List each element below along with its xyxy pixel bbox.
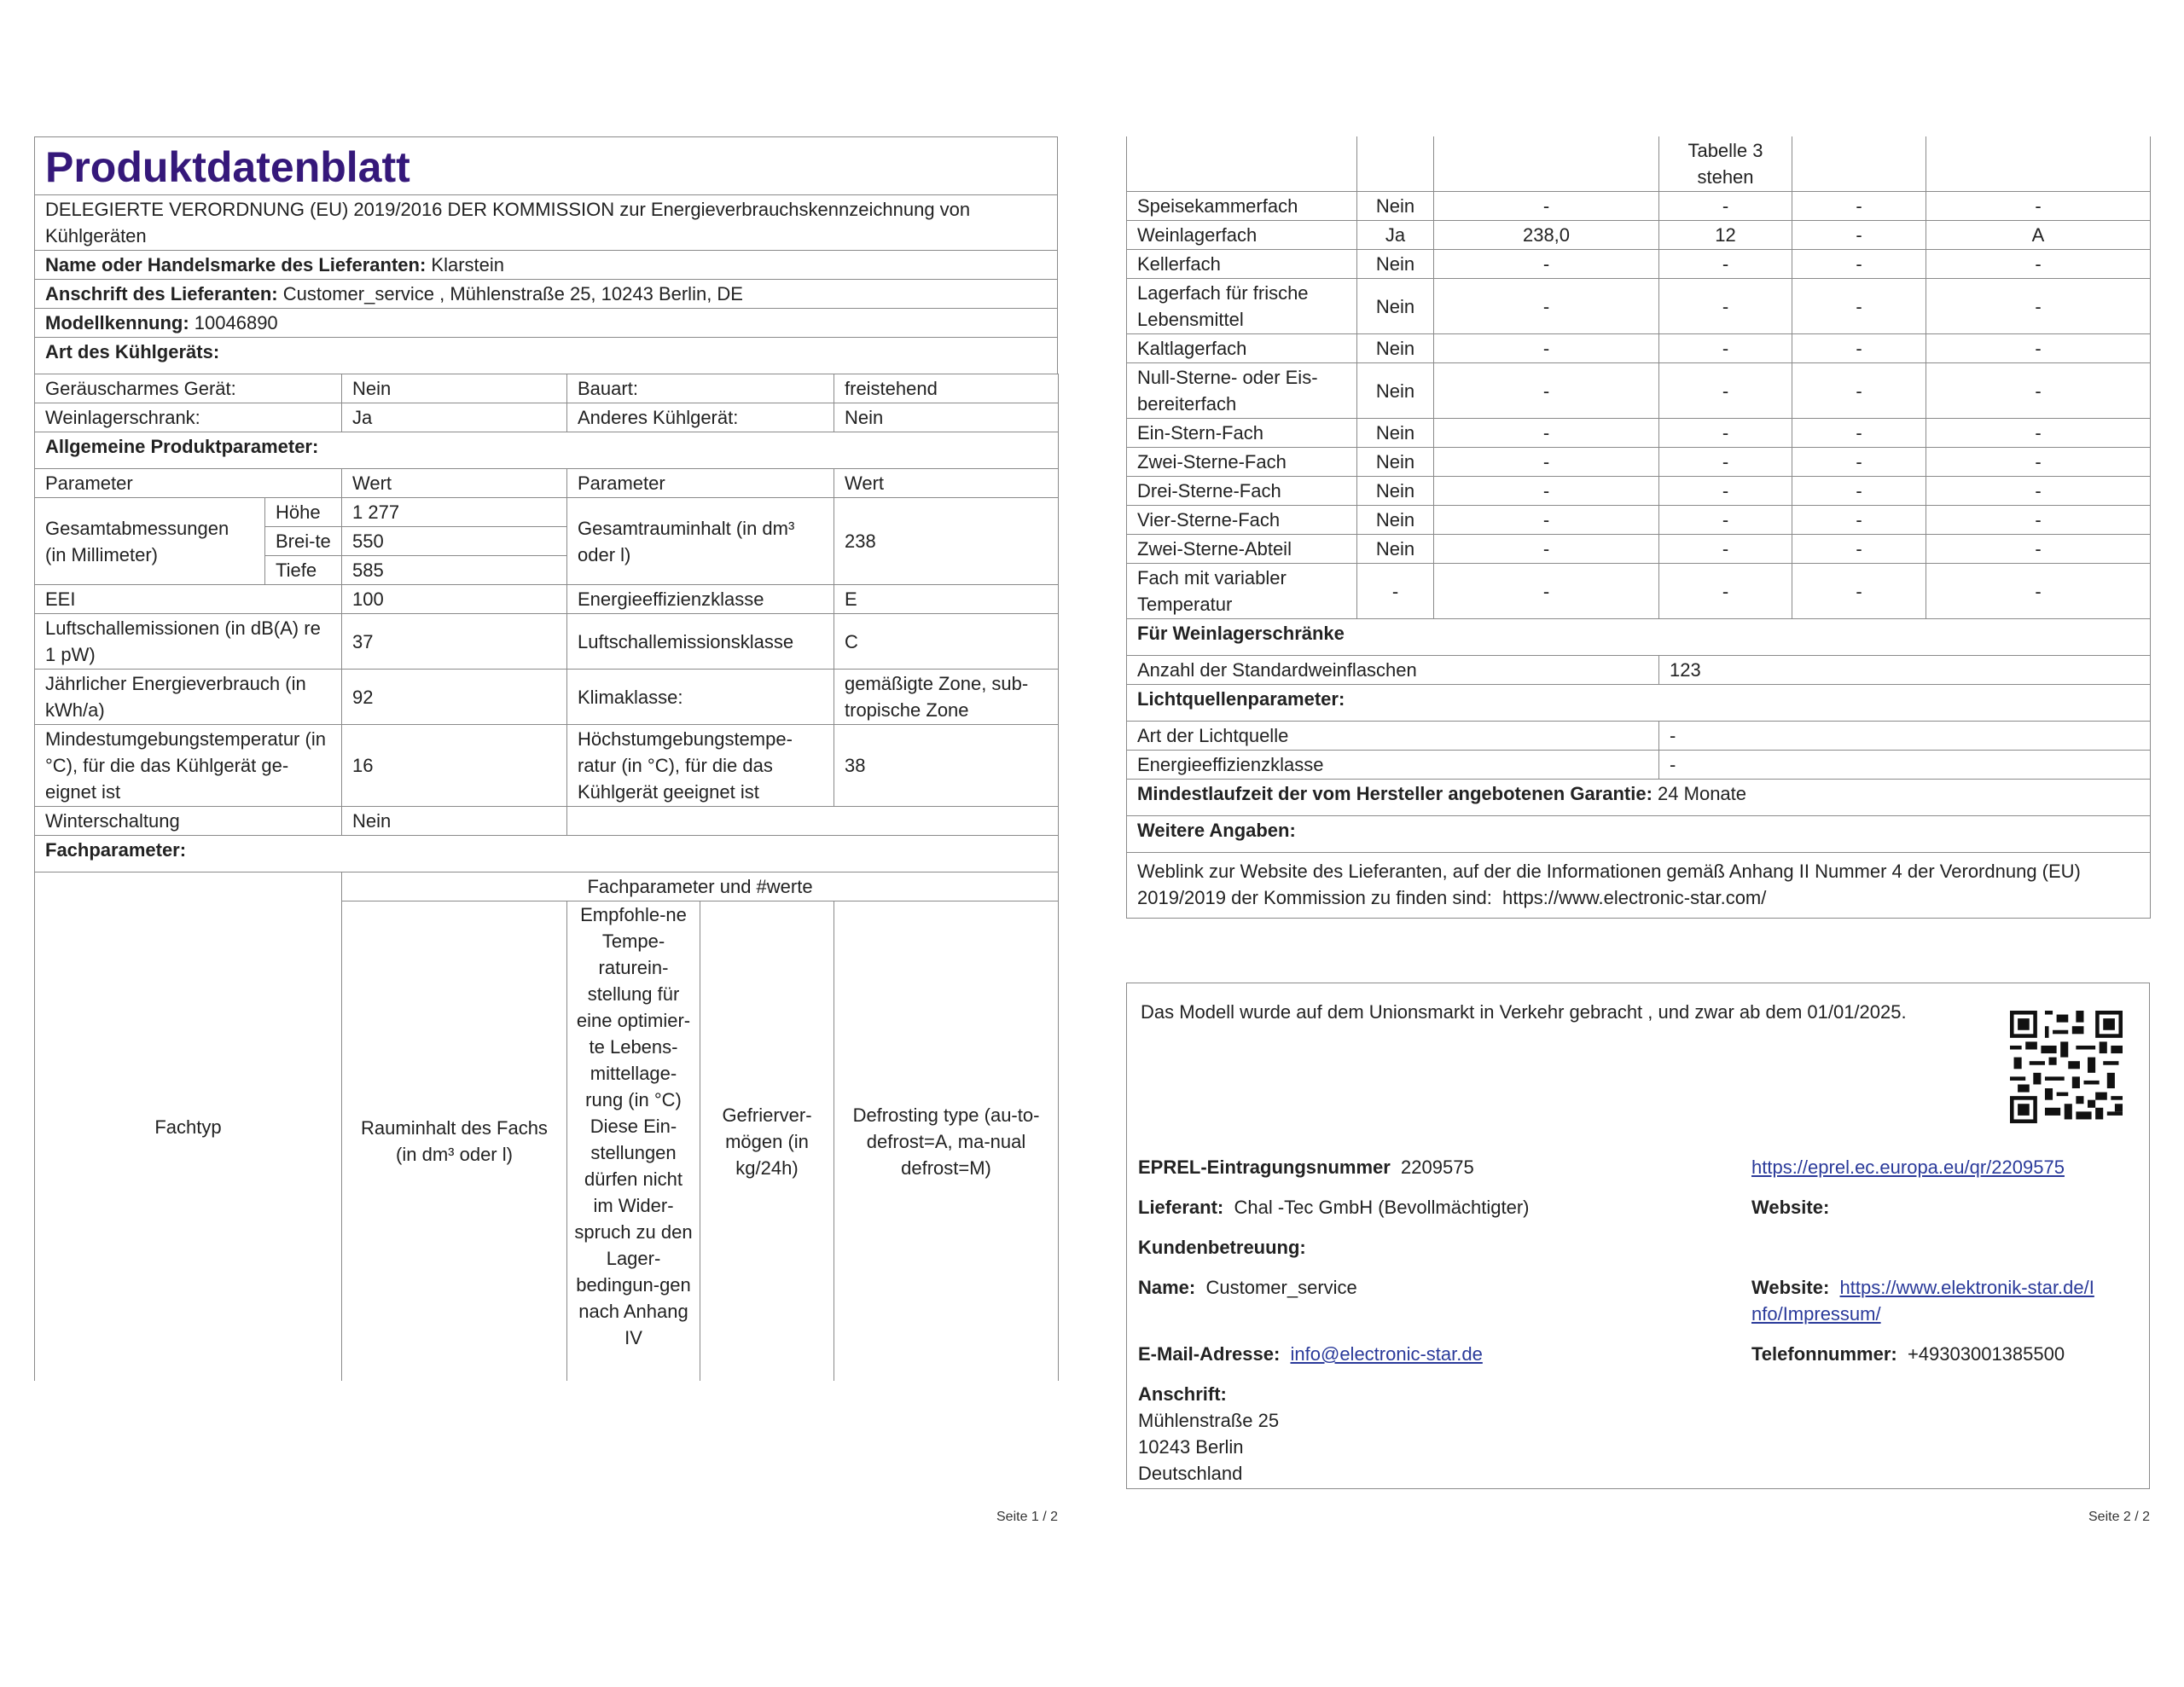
service-heading: Kundenbetreuung: xyxy=(1138,1237,1306,1258)
compartment-name-cell: Speisekammerfach xyxy=(1127,192,1357,221)
col-parameter-1: Parameter xyxy=(35,469,342,498)
service-website-link-1[interactable]: https://www.elektronik-star.de/I xyxy=(1839,1277,2094,1298)
table-row xyxy=(1127,363,2151,419)
winter-label: Winterschaltung xyxy=(35,807,342,836)
compartment-name-cell: Drei-Sterne-Fach xyxy=(1127,477,1357,506)
compartment-defrost-cell: - xyxy=(1926,564,2151,619)
winter-value: Nein xyxy=(342,807,567,836)
compartment-freeze-cell: - xyxy=(1792,334,1926,363)
cont-empty-2 xyxy=(1357,136,1434,192)
table-row xyxy=(1127,192,2151,221)
volume-label: Gesamtrauminhalt (in dm³ oder l) xyxy=(567,498,834,585)
address-label: Anschrift: xyxy=(1138,1383,1227,1405)
light-heading: Lichtquellenparameter: xyxy=(1127,685,2151,722)
col-value-1: Wert xyxy=(342,469,567,498)
phone-label: Telefonnummer: xyxy=(1751,1343,1897,1365)
table-row xyxy=(1127,334,2151,363)
compartment-volume-cell: - xyxy=(1434,192,1659,221)
email-row xyxy=(1138,1341,1483,1367)
compartment-freeze-cell: - xyxy=(1792,279,1926,334)
eei-value: 100 xyxy=(342,585,567,614)
design-label: Bauart: xyxy=(567,374,834,403)
compartment-temp-cell: - xyxy=(1659,448,1792,477)
table-row xyxy=(1127,250,2151,279)
phone-row xyxy=(1751,1341,2065,1367)
compartment-freeze-cell: - xyxy=(1792,192,1926,221)
appliance-type-heading: Art des Kühlgeräts: xyxy=(35,338,1058,374)
compartment-volume-cell: - xyxy=(1434,250,1659,279)
compartment-temp-cell: - xyxy=(1659,363,1792,419)
compartment-temp-header: Empfohle-ne Tempe-raturein-stellung für eine optimier-te Lebens-mittellage-rung (in °C) Diese Ein-stellungen dürfen nicht im Wider-spruch zu den Lager-bedingun-gen nach Anhang IV xyxy=(567,901,700,1382)
volume-value: 238 xyxy=(834,498,1059,585)
col-parameter-2: Parameter xyxy=(567,469,834,498)
compartment-present-cell: Nein xyxy=(1357,192,1434,221)
compartment-temp-cell: - xyxy=(1659,279,1792,334)
light-class-value: - xyxy=(1659,751,2151,780)
compartment-volume-cell: - xyxy=(1434,334,1659,363)
compartment-defrost-cell: - xyxy=(1926,448,2151,477)
compartment-present-cell: Nein xyxy=(1357,334,1434,363)
noise-label: Luftschallemissionen (in dB(A) re 1 pW) xyxy=(35,614,342,670)
compartment-name-cell: Zwei-Sterne-Abteil xyxy=(1127,535,1357,564)
compartment-header-table xyxy=(34,872,1059,1381)
compartment-volume-cell: - xyxy=(1434,477,1659,506)
table-row xyxy=(1127,506,2151,535)
market-supplier: Chal -Tec GmbH (Bevollmächtigter) xyxy=(1234,1197,1530,1218)
email-label: E-Mail-Adresse: xyxy=(1138,1343,1281,1365)
compartment-name-cell: Weinlagerfach xyxy=(1127,221,1357,250)
compartment-temp-cell: - xyxy=(1659,506,1792,535)
compartment-table xyxy=(1126,136,2151,619)
compartment-freeze-cell: - xyxy=(1792,448,1926,477)
compartment-type-header: Fachtyp xyxy=(35,872,342,1382)
page-1-footer: Seite 1 / 2 xyxy=(996,1510,1059,1524)
supplier-row xyxy=(1138,1194,1529,1220)
compartment-present-cell: Nein xyxy=(1357,448,1434,477)
other-appliance-label: Anderes Kühlgerät: xyxy=(567,403,834,432)
cont-empty-1 xyxy=(1127,136,1357,192)
further-heading: Weitere Angaben: xyxy=(1127,816,2151,853)
compartment-volume-cell: - xyxy=(1434,535,1659,564)
wine-cabinet-label: Weinlagerschrank: xyxy=(35,403,342,432)
compartment-defrost-cell: - xyxy=(1926,419,2151,448)
general-params-heading: Allgemeine Produktparameter: xyxy=(35,432,1059,469)
compartment-freeze-cell: - xyxy=(1792,221,1926,250)
weblink-text: Weblink zur Website des Lieferanten, auf der die Informationen gemäß Anhang II Nummer 4 der Verordnung (EU) 2019/2019 der Kommission zu finden sind: xyxy=(1137,861,2081,908)
table-row xyxy=(1127,279,2151,334)
compartment-volume-cell: - xyxy=(1434,448,1659,477)
header-table xyxy=(34,136,1058,374)
compartment-temp-cell: - xyxy=(1659,564,1792,619)
energy-value: 92 xyxy=(342,670,567,725)
website-label: Website: xyxy=(1751,1197,1830,1218)
regulation-text: DELEGIERTE VERORDNUNG (EU) 2019/2016 DER KOMMISSION zur Energieverbrauchskennzeichnung von Kühlgeräten xyxy=(35,195,1058,251)
weblink-row xyxy=(1127,853,2151,919)
compartment-present-cell: Nein xyxy=(1357,363,1434,419)
weblink-url[interactable]: https://www.electronic-star.com/ xyxy=(1502,887,1767,908)
cont-empty-5 xyxy=(1792,136,1926,192)
compartment-freeze-cell: - xyxy=(1792,535,1926,564)
compartment-defrost-header: Defrosting type (au-to-defrost=A, ma-nual defrost=M) xyxy=(834,901,1059,1382)
supplier-brand-label: Name oder Handelsmarke des Lieferanten: xyxy=(45,254,427,275)
eprel-link[interactable]: https://eprel.ec.europa.eu/qr/2209575 xyxy=(1751,1157,2065,1178)
climate-label: Klimaklasse: xyxy=(567,670,834,725)
supplier-address-label: Anschrift des Lieferanten: xyxy=(45,283,278,304)
compartment-present-cell: Nein xyxy=(1357,279,1434,334)
bottles-value: 123 xyxy=(1659,656,2151,685)
compartment-present-cell: Nein xyxy=(1357,477,1434,506)
max-temp-value: 38 xyxy=(834,725,1059,807)
compartment-defrost-cell: - xyxy=(1926,334,2151,363)
light-type-label: Art der Lichtquelle xyxy=(1127,722,1659,751)
eei-label: EEI xyxy=(35,585,342,614)
efficiency-label: Energieeffizienzklasse xyxy=(567,585,834,614)
supplier-brand-row xyxy=(35,251,1058,280)
height-label: Höhe xyxy=(265,498,342,527)
model-id: 10046890 xyxy=(194,312,278,333)
dimensions-label: Gesamtabmessungen (in Millimeter) xyxy=(35,498,265,585)
design-value: freistehend xyxy=(834,374,1059,403)
compartment-name-cell: Vier-Sterne-Fach xyxy=(1127,506,1357,535)
compartment-volume-cell: 238,0 xyxy=(1434,221,1659,250)
compartment-freeze-cell: - xyxy=(1792,477,1926,506)
compartment-group-header: Fachparameter und #werte xyxy=(342,872,1059,901)
climate-value: gemäßigte Zone, sub-tropische Zone xyxy=(834,670,1059,725)
compartment-name-cell: Kellerfach xyxy=(1127,250,1357,279)
compartment-present-cell: - xyxy=(1357,564,1434,619)
low-noise-value: Nein xyxy=(342,374,567,403)
other-appliance-value: Nein xyxy=(834,403,1059,432)
compartment-present-cell: Nein xyxy=(1357,535,1434,564)
winter-empty xyxy=(567,807,1059,836)
efficiency-value: E xyxy=(834,585,1059,614)
wine-heading: Für Weinlagerschränke xyxy=(1127,619,2151,656)
compartment-temp-cell: 12 xyxy=(1659,221,1792,250)
warranty-label: Mindestlaufzeit der vom Hersteller angebotenen Garantie: xyxy=(1137,783,1653,804)
compartment-name-cell: Kaltlagerfach xyxy=(1127,334,1357,363)
width-value: 550 xyxy=(342,527,567,556)
compartment-freeze-cell: - xyxy=(1792,250,1926,279)
compartment-defrost-cell: - xyxy=(1926,535,2151,564)
wine-cabinet-value: Ja xyxy=(342,403,567,432)
table-row xyxy=(1127,221,2151,250)
bottles-label: Anzahl der Standardweinflaschen xyxy=(1127,656,1659,685)
compartment-freeze-cell: - xyxy=(1792,419,1926,448)
compartment-present-cell: Nein xyxy=(1357,419,1434,448)
depth-label: Tiefe xyxy=(265,556,342,585)
general-params-table xyxy=(34,374,1059,872)
compartment-name-cell: Null-Sterne- oder Eis-bereiterfach xyxy=(1127,363,1357,419)
compartment-freeze-cell: - xyxy=(1792,506,1926,535)
page-2 xyxy=(1126,136,2150,919)
eprel-row xyxy=(1138,1154,1474,1180)
compartment-defrost-cell: - xyxy=(1926,250,2151,279)
compartment-present-cell: Ja xyxy=(1357,221,1434,250)
compartment-defrost-cell: - xyxy=(1926,279,2151,334)
low-noise-label: Geräuscharmes Gerät: xyxy=(35,374,342,403)
compartment-volume-cell: - xyxy=(1434,506,1659,535)
compartment-name-cell: Ein-Stern-Fach xyxy=(1127,419,1357,448)
compartment-temp-cell: - xyxy=(1659,477,1792,506)
address-line-3: Deutschland xyxy=(1138,1463,1243,1484)
compartment-volume-cell: - xyxy=(1434,279,1659,334)
warranty-value: 24 Monate xyxy=(1658,783,1747,804)
address-line-1: Mühlenstraße 25 xyxy=(1138,1410,1280,1431)
model-row xyxy=(35,309,1058,338)
table-row xyxy=(1127,419,2151,448)
eprel-number: 2209575 xyxy=(1401,1157,1474,1178)
cont-tabelle-header: Tabelle 3 stehen xyxy=(1659,136,1792,192)
compartment-volume-cell: - xyxy=(1434,564,1659,619)
noise-class-value: C xyxy=(834,614,1059,670)
min-temp-value: 16 xyxy=(342,725,567,807)
compartment-temp-cell: - xyxy=(1659,192,1792,221)
market-text: Das Modell wurde auf dem Unionsmarkt in Verkehr gebracht , und zwar ab dem 01/01/2025. xyxy=(1141,1001,1907,1023)
page-1 xyxy=(34,136,1058,1381)
height-value: 1 277 xyxy=(342,498,567,527)
page-title: Produktdatenblatt xyxy=(35,137,1058,195)
service-website-label: Website: xyxy=(1751,1277,1830,1298)
compartment-heading: Fachparameter: xyxy=(35,836,1059,872)
market-supplier-label: Lieferant: xyxy=(1138,1197,1224,1218)
eprel-label: EPREL-Eintragungsnummer xyxy=(1138,1157,1391,1178)
service-name: Customer_service xyxy=(1205,1277,1357,1298)
compartment-rows xyxy=(1127,192,2151,619)
cont-empty-3 xyxy=(1434,136,1659,192)
compartment-defrost-cell: - xyxy=(1926,477,2151,506)
compartment-name-cell: Zwei-Sterne-Fach xyxy=(1127,448,1357,477)
compartment-freeze-header: Gefrierver-mögen (in kg/24h) xyxy=(700,901,834,1382)
compartment-present-cell: Nein xyxy=(1357,506,1434,535)
table-row xyxy=(1127,564,2151,619)
supplier-address-row xyxy=(35,280,1058,309)
supplier-brand: Klarstein xyxy=(431,254,504,275)
phone-number: +49303001385500 xyxy=(1907,1343,2065,1365)
service-website-link-2[interactable]: nfo/Impressum/ xyxy=(1751,1303,1881,1325)
width-label: Brei-te xyxy=(265,527,342,556)
address-block xyxy=(1138,1381,1279,1487)
supplier-address: Customer_service , Mühlenstraße 25, 10243 Berlin, DE xyxy=(282,283,743,304)
market-info-box xyxy=(1126,983,2150,1489)
compartment-temp-cell: - xyxy=(1659,250,1792,279)
service-name-row xyxy=(1138,1274,1357,1301)
light-class-label: Energieeffizienzklasse xyxy=(1127,751,1659,780)
min-temp-label: Mindestumgebungstemperatur (in °C), für die das Kühlgerät ge-eignet ist xyxy=(35,725,342,807)
compartment-defrost-cell: - xyxy=(1926,506,2151,535)
table-row xyxy=(1127,477,2151,506)
compartment-defrost-cell: A xyxy=(1926,221,2151,250)
compartment-name-cell: Lagerfach für frische Lebensmittel xyxy=(1127,279,1357,334)
compartment-temp-cell: - xyxy=(1659,334,1792,363)
compartment-volume-cell: - xyxy=(1434,419,1659,448)
table-row xyxy=(1127,448,2151,477)
compartment-volume-cell: - xyxy=(1434,363,1659,419)
warranty-row xyxy=(1127,780,2151,816)
noise-value: 37 xyxy=(342,614,567,670)
page-2-footer: Seite 2 / 2 xyxy=(2088,1510,2151,1524)
model-label: Modellkennung: xyxy=(45,312,189,333)
compartment-freeze-cell: - xyxy=(1792,363,1926,419)
noise-class-label: Luftschallemissionsklasse xyxy=(567,614,834,670)
service-website-row xyxy=(1751,1274,2094,1327)
email-link[interactable]: info@electronic-star.de xyxy=(1290,1343,1483,1365)
light-type-value: - xyxy=(1659,722,2151,751)
qr-code-icon[interactable] xyxy=(2010,1011,2123,1123)
compartment-freeze-cell: - xyxy=(1792,564,1926,619)
compartment-volume-header: Rauminhalt des Fachs (in dm³ oder l) xyxy=(342,901,567,1382)
compartment-name-cell: Fach mit variabler Temperatur xyxy=(1127,564,1357,619)
compartment-present-cell: Nein xyxy=(1357,250,1434,279)
cont-empty-6 xyxy=(1926,136,2151,192)
max-temp-label: Höchstumgebungstempe-ratur (in °C), für die das Kühlgerät geeignet ist xyxy=(567,725,834,807)
compartment-temp-cell: - xyxy=(1659,419,1792,448)
energy-label: Jährlicher Energieverbrauch (in kWh/a) xyxy=(35,670,342,725)
service-name-label: Name: xyxy=(1138,1277,1196,1298)
address-line-2: 10243 Berlin xyxy=(1138,1436,1244,1458)
compartment-temp-cell: - xyxy=(1659,535,1792,564)
table-row xyxy=(1127,535,2151,564)
col-value-2: Wert xyxy=(834,469,1059,498)
compartment-defrost-cell: - xyxy=(1926,192,2151,221)
wine-table xyxy=(1126,618,2151,919)
compartment-defrost-cell: - xyxy=(1926,363,2151,419)
depth-value: 585 xyxy=(342,556,567,585)
